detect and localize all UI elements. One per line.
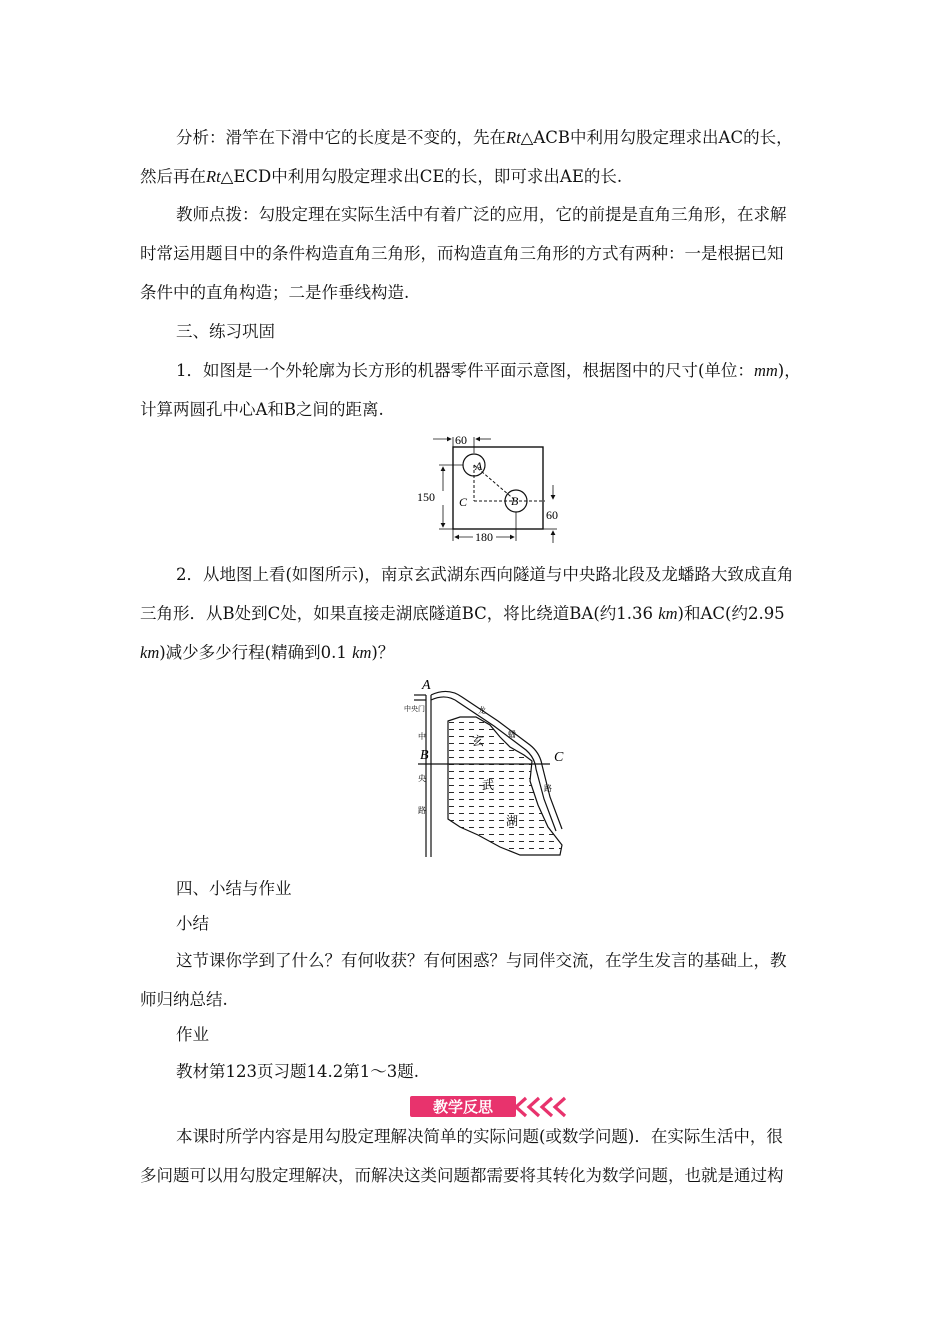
label-b: B [511,494,519,508]
chevron-icon-4 [555,1098,565,1116]
label-a: A [475,459,483,473]
unit-mm: mm [753,361,778,380]
question-2-line-1: 2．从地图上看(如图所示)，南京玄武湖东西向隧道与中央路北段及龙蟠路大致成直角 [176,565,794,584]
text: 1．如图是一个外轮廓为长方形的机器零件平面示意图，根据图中的尺寸(单位： [176,361,754,380]
dim-top-label: 60 [455,433,467,447]
text: △ACB中利用勾股定理求出AC的长， [520,128,793,147]
unit-km: km [140,643,160,662]
analysis-line-1 [176,128,844,148]
summary-line-2: 师归纳总结. [140,990,228,1009]
teacher-line-1: 教师点拨：勾股定理在实际生活中有着广泛的应用，它的前提是直角三角形，在求解 [176,205,787,224]
longpan-label-2: 蟠 [508,730,516,739]
chevron-icon-3 [542,1098,552,1116]
longpan-label-3: 路 [544,784,552,793]
text: 分析：滑竿在下滑中它的长度是不变的，先在 [176,128,506,147]
teacher-line-3: 条件中的直角构造；二是作垂线构造. [140,283,410,302]
rt-italic: Rt [206,167,221,186]
section-3-heading: 三、练习巩固 [176,322,275,341]
text: )和AC(约2.95 [677,604,785,623]
outer-rectangle [453,447,543,529]
unit-km: km [352,643,372,662]
teacher-line-2: 时常运用题目中的条件构造直角三角形，而构造直角三角形的方式有两种：一是根据已知 [140,244,784,263]
xuanwu-lake-map [398,677,584,857]
analysis-line-2 [140,167,808,187]
question-2-line-2 [140,604,808,624]
road-label-3: 路 [418,806,426,815]
road-label-1: 中 [418,732,426,741]
teaching-reflection-banner [410,1094,580,1120]
dim-right-label: 60 [546,508,558,522]
text: )？ [371,643,395,662]
lake-label-1: 玄 [472,734,485,748]
label-c: C [554,750,564,765]
section-4-heading: 四、小结与作业 [176,879,292,898]
text: △ECD中利用勾股定理求出CE的长，即可求出AE的长. [220,167,623,186]
zhongyangmen-label: 中央门 [404,705,425,713]
dim-bottom-label: 180 [475,530,493,544]
reflection-line-2: 多问题可以用勾股定理解决，而解决这类问题都需要将其转化为数学问题，也就是通过构 [140,1166,784,1185]
question-1-line-2: 计算两圆孔中心A和B之间的距离. [140,400,384,419]
unit-km: km [658,604,678,623]
summary-title: 小结 [176,914,209,933]
text: )减少多少行程(精确到0.1 [159,643,353,662]
text: )， [777,361,801,380]
label-c: C [459,495,468,509]
rt-italic: Rt [506,128,521,147]
longpan-label-1: 龙 [478,706,486,715]
label-b: B [420,748,429,763]
homework-line-1: 教材第123页习题14.2第1～3题. [176,1062,419,1081]
road-label-2: 央 [418,774,426,783]
homework-title: 作业 [176,1025,209,1044]
label-a: A [422,678,431,693]
text: 三角形．从B处到C处，如果直接走湖底隧道BC，将比绕道BA(约1.36 [140,604,659,623]
summary-line-1: 这节课你学到了什么？有何收获？有何困惑？与同伴交流，在学生发言的基础上，教 [176,951,787,970]
text: 然后再在 [140,167,206,186]
chevron-icon-2 [529,1098,539,1116]
lake-label-2: 武 [482,778,495,792]
lake-label-3: 湖 [506,814,519,828]
question-1-line-1 [176,361,844,381]
chevron-icon-1 [516,1098,526,1116]
dim-left-label: 150 [417,490,435,504]
banner-title: 教学反思 [432,1098,494,1116]
reflection-line-1: 本课时所学内容是用勾股定理解决简单的实际问题(或数学问题)．在实际生活中，很 [176,1127,783,1146]
question-2-line-3 [140,643,808,663]
machine-part-figure [415,433,575,545]
